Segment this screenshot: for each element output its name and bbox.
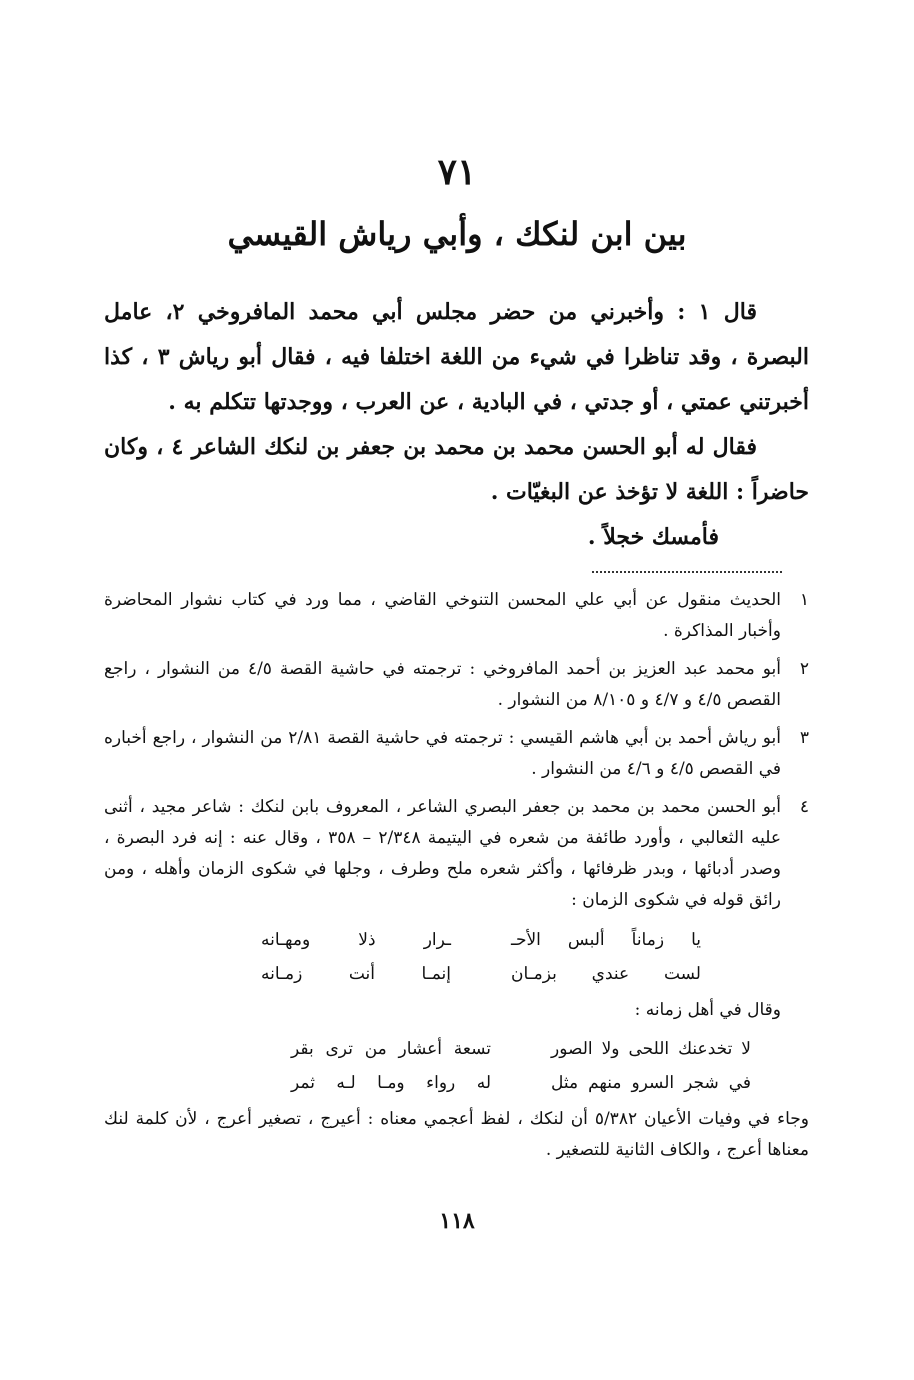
story-title: بين ابن لنكك ، وأبي رياش القيسي <box>227 215 687 253</box>
footnote-continuation: وقال في أهل زمانه : <box>634 1000 781 1020</box>
verse-line <box>104 1032 751 1066</box>
footnotes <box>104 585 809 1166</box>
verse-second-hemistich: ـرار ذلا ومهـانه <box>261 930 451 950</box>
page-number: ١١٨ <box>439 1208 475 1234</box>
footnote-number: ٤ <box>799 797 809 817</box>
footnote-1 <box>104 585 809 647</box>
footnote-text: أبو رياش أحمد بن أبي هاشم القيسي : ترجمته في حاشية القصة ٢/٨١ من النشوار ، راجع أخباره في القصص ٤/٥ و ٤/٦ من النشوار . <box>104 728 781 779</box>
main-text <box>104 290 809 560</box>
footnote-3 <box>104 723 809 785</box>
footnote-2 <box>104 654 809 716</box>
verse-line <box>104 923 701 957</box>
verse-second-hemistich: تسعة أعشار من ترى بقر <box>291 1039 491 1059</box>
story-number: ٧١ <box>437 151 477 193</box>
poem-verses-2 <box>104 1032 809 1100</box>
verse-first-hemistich: في شجر السرو منهم مثل <box>551 1073 751 1093</box>
verse-line <box>104 957 701 991</box>
verse-first-hemistich: لا تخدعنك اللحى ولا الصور <box>551 1039 751 1059</box>
verse-second-hemistich: إنمـا أنت زمـانه <box>261 964 451 984</box>
footnote-text: أبو محمد عبد العزيز بن أحمد المافروخي : ترجمته في حاشية القصة ٤/٥ من النشوار ، راجع القصص ٤/٥ و ٤/٧ و ٨/١٠٥ من النشوار . <box>104 659 781 710</box>
verse-line <box>104 1066 751 1100</box>
footnote-number: ١ <box>799 590 809 610</box>
footnote-text: أبو الحسن محمد بن محمد بن جعفر البصري الشاعر ، المعروف بابن لنكك : شاعر مجيد ، أثنى عليه الثعالبي ، وأورد طائفة من شعره في اليتيمة ٢/٣٤٨ – ٣٥٨ ، وقال عنه : إنه فرد البصرة ، وصدر أدبائها ، وبدر ظرفائها ، وأكثر شعره ملح وطرف ، وجلها في شكوى الزمان وأهله ، ومن رائق قوله في شكوى الزمان : <box>104 797 781 910</box>
poem-verses-1 <box>104 923 809 991</box>
verse-first-hemistich: لست عندي بزمـان <box>511 964 701 984</box>
main-paragraph-2: فقال له أبو الحسن محمد بن محمد بن جعفر بن لنكك الشاعر ٤ ، وكان حاضراً : اللغة لا تؤخذ عن البغيّات . <box>104 434 809 505</box>
footnote-number: ٣ <box>799 728 809 748</box>
footnote-divider <box>592 571 782 573</box>
verse-second-hemistich: له رواء ومـا لـه ثمر <box>291 1073 491 1093</box>
footnote-4 <box>104 792 809 916</box>
footnote-number: ٢ <box>799 659 809 679</box>
main-paragraph-3: فأمسك خجلاً . <box>587 524 719 550</box>
closing-note: وجاء في وفيات الأعيان ٥/٣٨٢ أن لنكك ، لفظ أعجمي معناه : أعيرج ، تصغير أعرج ، لأن كلمة لنك معناها أعرج ، والكاف الثانية للتصغير . <box>104 1109 809 1160</box>
verse-first-hemistich: يا زماناً ألبس الأحـ <box>511 930 701 950</box>
footnote-text: الحديث منقول عن أبي علي المحسن التنوخي القاضي ، مما ورد في كتاب نشوار المحاضرة وأخبار المذاكرة . <box>104 590 781 641</box>
main-paragraph-1: قال ١ : وأخبرني من حضر مجلس أبي محمد المافروخي ٢، عامل البصرة ، وقد تناظرا في شيء من اللغة اختلفا فيه ، فقال أبو رياش ٣ ، كذا أخبرتني عمتي ، أو جدتي ، في البادية ، عن العرب ، ووجدتها تتكلم به . <box>104 299 809 415</box>
